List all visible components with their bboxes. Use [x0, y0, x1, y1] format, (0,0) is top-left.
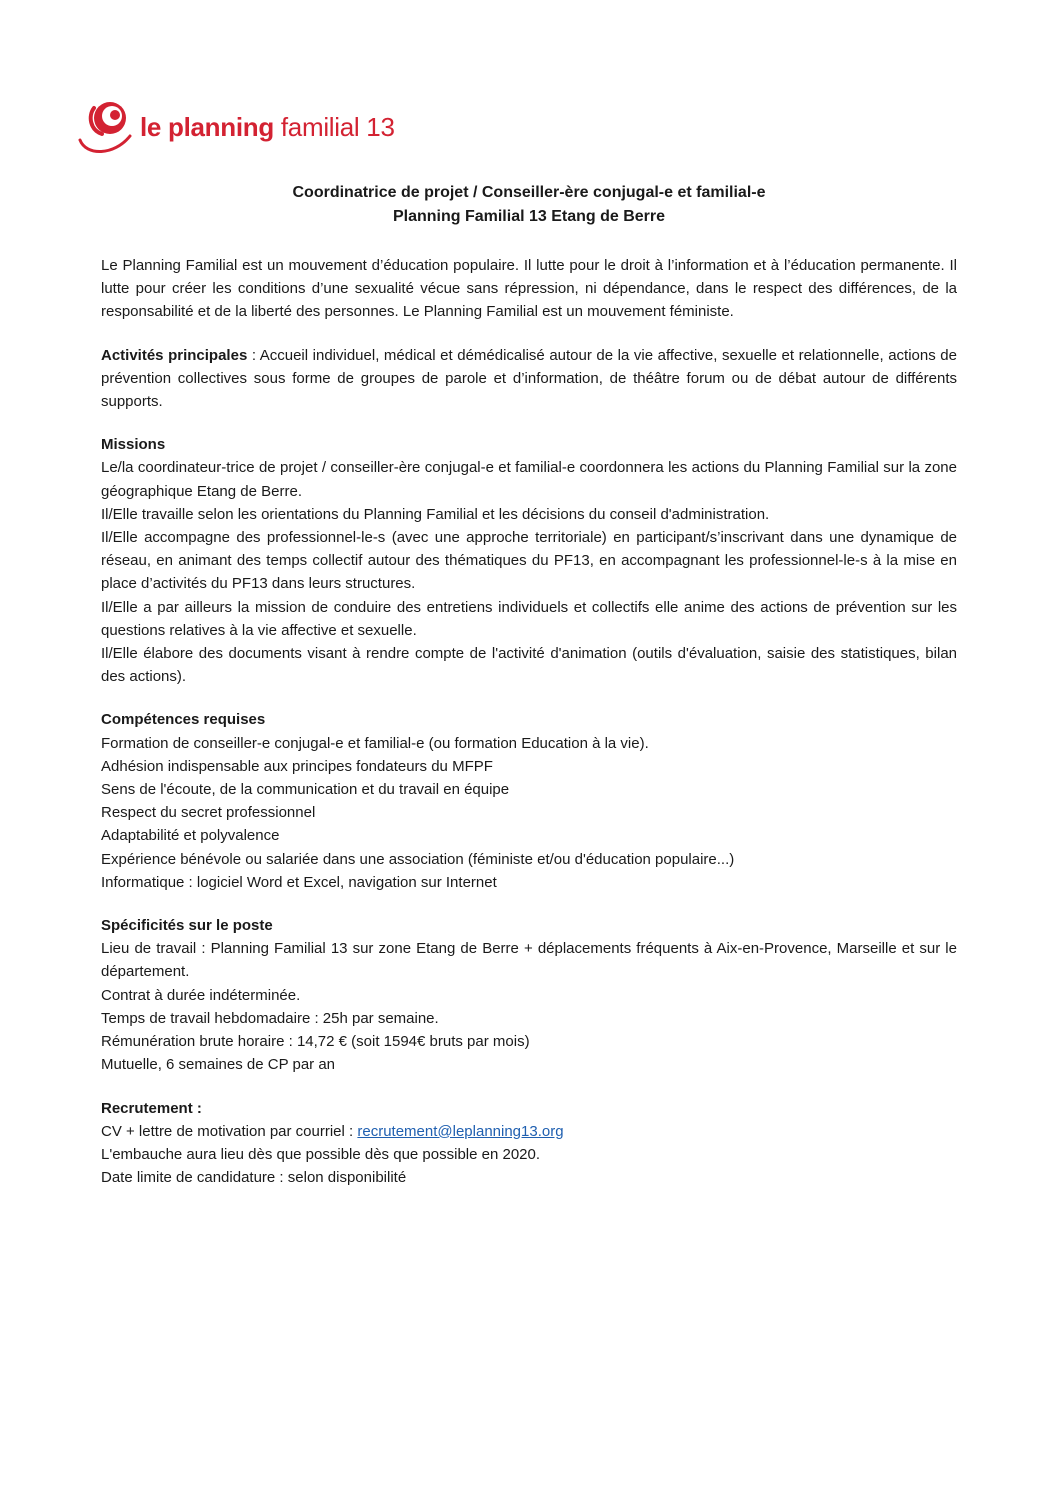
logo-wordmark	[140, 114, 395, 140]
recruitment-email-link[interactable]: recrutement@leplanning13.org	[357, 1122, 564, 1140]
intro-paragraph: Le Planning Familial est un mouvement d’éducation populaire. Il lutte pour le droit à l’information et à l’éducation permanente. Il lutte pour créer les conditions d’une sexualité vécue sans répression, ni dépendance, dans le respect des différences, de la responsabilité et de la liberté des personnes. Le Planning Familial est un mouvement féministe.	[101, 257, 957, 321]
recruitment-start: L'embauche aura lieu dès que possible dès que possible en 2020.	[101, 1145, 541, 1163]
specific-item: Lieu de travail : Planning Familial 13 sur zone Etang de Berre + déplacements fréquents à Aix-en-Provence, Marseille et sur le département.	[101, 940, 957, 981]
activities-label: Activités principales	[101, 346, 248, 364]
planning-familial-spiral-icon	[72, 96, 134, 158]
skill-item: Respect du secret professionnel	[101, 804, 316, 822]
title-line-1: Coordinatrice de projet / Conseiller-ère conjugal-e et familial-e	[292, 184, 766, 201]
recruitment-cv-line	[101, 1120, 957, 1143]
mission-paragraph: Le/la coordinateur-trice de projet / conseiller-ère conjugal-e et familial-e coordonnera les actions du Planning Familial sur la zone géographique Etang de Berre.	[101, 459, 957, 500]
specific-item: Mutuelle, 6 semaines de CP par an	[101, 1056, 336, 1074]
organization-logo	[72, 96, 395, 158]
specific-item: Temps de travail hebdomadaire : 25h par semaine.	[101, 1009, 439, 1027]
skill-item: Formation de conseiller-e conjugal-e et familial-e (ou formation Education à la vie).	[101, 734, 649, 752]
specific-item: Rémunération brute horaire : 14,72 € (soit 1594€ bruts par mois)	[101, 1033, 530, 1051]
specific-item: Contrat à durée indéterminée.	[101, 986, 301, 1004]
logo-text-le-planning: le planning	[140, 112, 274, 142]
recruitment-heading: Recrutement :	[101, 1099, 202, 1117]
skills-heading: Compétences requises	[101, 711, 266, 729]
specifics-heading: Spécificités sur le poste	[101, 917, 273, 935]
skill-item: Adaptabilité et polyvalence	[101, 827, 280, 845]
skill-item: Adhésion indispensable aux principes fondateurs du MFPF	[101, 757, 493, 775]
logo-text-familial-13: familial 13	[280, 112, 395, 142]
mission-paragraph: Il/Elle travaille selon les orientations du Planning Familial et les décisions du conseil d'administration.	[101, 505, 770, 523]
missions-heading: Missions	[101, 436, 166, 454]
document-title	[101, 181, 957, 229]
mission-paragraph: Il/Elle élabore des documents visant à rendre compte de l'activité d'animation (outils d'évaluation, saisie des statistiques, bilan des actions).	[101, 645, 957, 686]
activities-paragraph	[101, 344, 957, 414]
recruitment-deadline: Date limite de candidature : selon disponibilité	[101, 1169, 407, 1187]
title-line-2: Planning Familial 13 Etang de Berre	[392, 208, 666, 225]
skill-item: Informatique : logiciel Word et Excel, navigation sur Internet	[101, 873, 497, 891]
recruitment-cv-prefix: CV + lettre de motivation par courriel :	[101, 1122, 358, 1140]
skill-item: Expérience bénévole ou salariée dans une association (féministe et/ou d'éducation populaire...)	[101, 850, 735, 868]
mission-paragraph: Il/Elle accompagne des professionnel-le-s (avec une approche territoriale) en participant/s’inscrivant dans une dynamique de réseau, en animant des temps collectif autour des thématiques du PF13, en accompagnant les professionnel-le-s à la mise en place d’activités du PF13 dans leurs structures.	[101, 529, 957, 593]
document-body	[101, 254, 957, 1189]
mission-paragraph: Il/Elle a par ailleurs la mission de conduire des entretiens individuels et collectifs elle anime des actions de prévention sur les questions relatives à la vie affective et sexuelle.	[101, 598, 957, 639]
skill-item: Sens de l'écoute, de la communication et du travail en équipe	[101, 781, 510, 799]
activities-text: : Accueil individuel, médical et démédicalisé autour de la vie affective, sexuelle et relationnelle, actions de prévention collectives sous forme de groupes de parole et d’information, de théâtre forum ou de débat autour de différents supports.	[101, 346, 957, 411]
